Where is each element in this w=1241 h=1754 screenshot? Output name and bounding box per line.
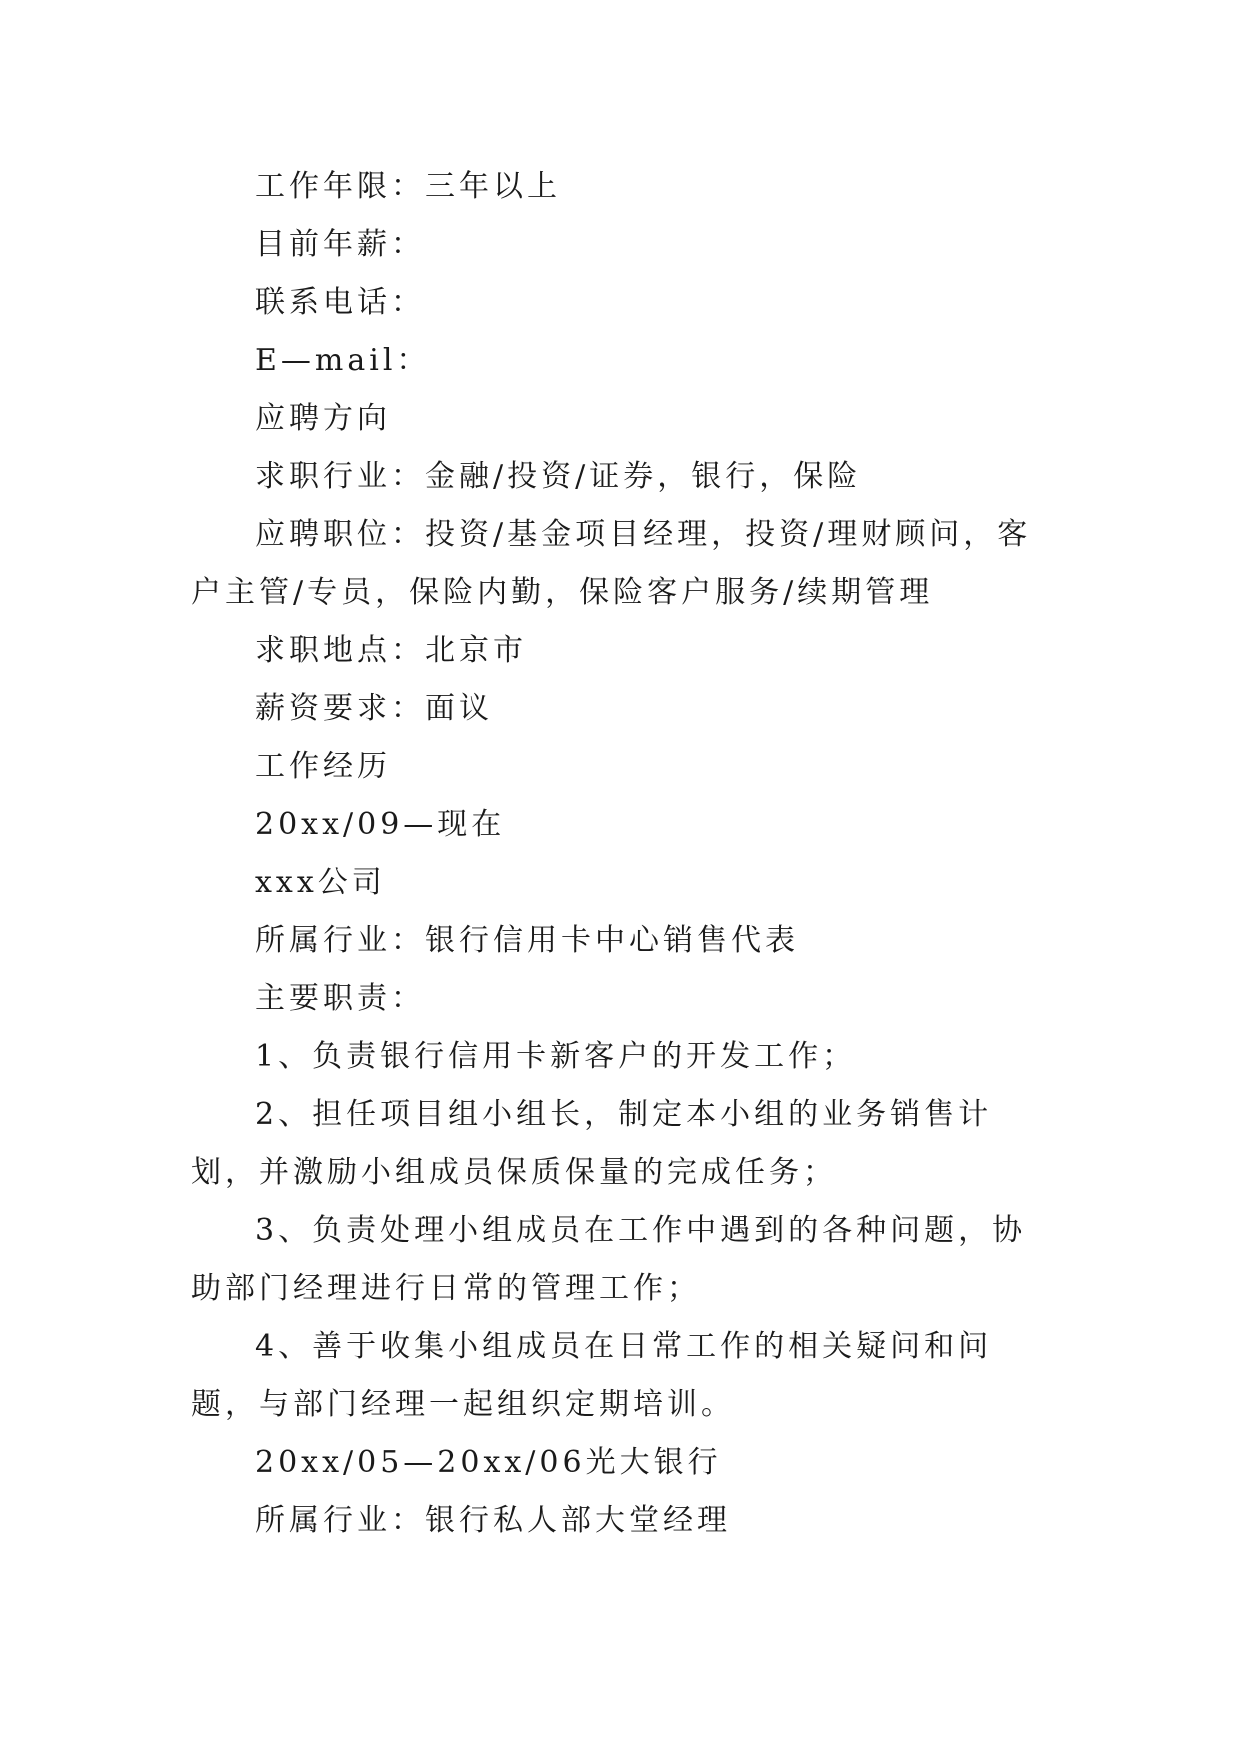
job1-period-line: 20xx/09—现在	[255, 807, 506, 842]
job2-period-company-line: 20xx/05—20xx/06光大银行	[255, 1445, 722, 1480]
phone-line: 联系电话：	[255, 285, 425, 320]
salary-requirement-line: 薪资要求：面议	[255, 691, 493, 726]
target-position-paragraph: 应聘职位：投资/基金项目经理，投资/理财顾问，客户主管/专员，保险内勤，保险客户服务/续期管理	[191, 517, 1032, 610]
email-line: E—mail：	[255, 343, 431, 378]
work-experience-heading: 工作经历	[255, 749, 391, 784]
job2-industry-line: 所属行业：银行私人部大堂经理	[255, 1503, 731, 1538]
target-location-line: 求职地点：北京市	[255, 633, 527, 668]
job1-industry-line: 所属行业：银行信用卡中心销售代表	[255, 923, 799, 958]
job1-company-line: xxx公司	[255, 865, 386, 900]
work-years-line: 工作年限：三年以上	[255, 169, 561, 204]
job1-duties-heading: 主要职责：	[255, 981, 425, 1016]
duty-item-2: 2、担任项目组小组长，制定本小组的业务销售计划，并激励小组成员保质保量的完成任务；	[191, 1097, 993, 1190]
application-direction-heading: 应聘方向	[255, 401, 391, 436]
duty-item-4: 4、善于收集小组成员在日常工作的相关疑问和问题，与部门经理一起组织定期培训。	[191, 1329, 993, 1422]
duty-item-3: 3、负责处理小组成员在工作中遇到的各种问题，协助部门经理进行日常的管理工作；	[191, 1213, 1027, 1306]
current-salary-line: 目前年薪：	[255, 227, 425, 262]
target-industry-line: 求职行业：金融/投资/证券，银行，保险	[255, 459, 862, 494]
document-body	[191, 158, 1051, 1550]
duty-item-1: 1、负责银行信用卡新客户的开发工作；	[255, 1039, 857, 1074]
